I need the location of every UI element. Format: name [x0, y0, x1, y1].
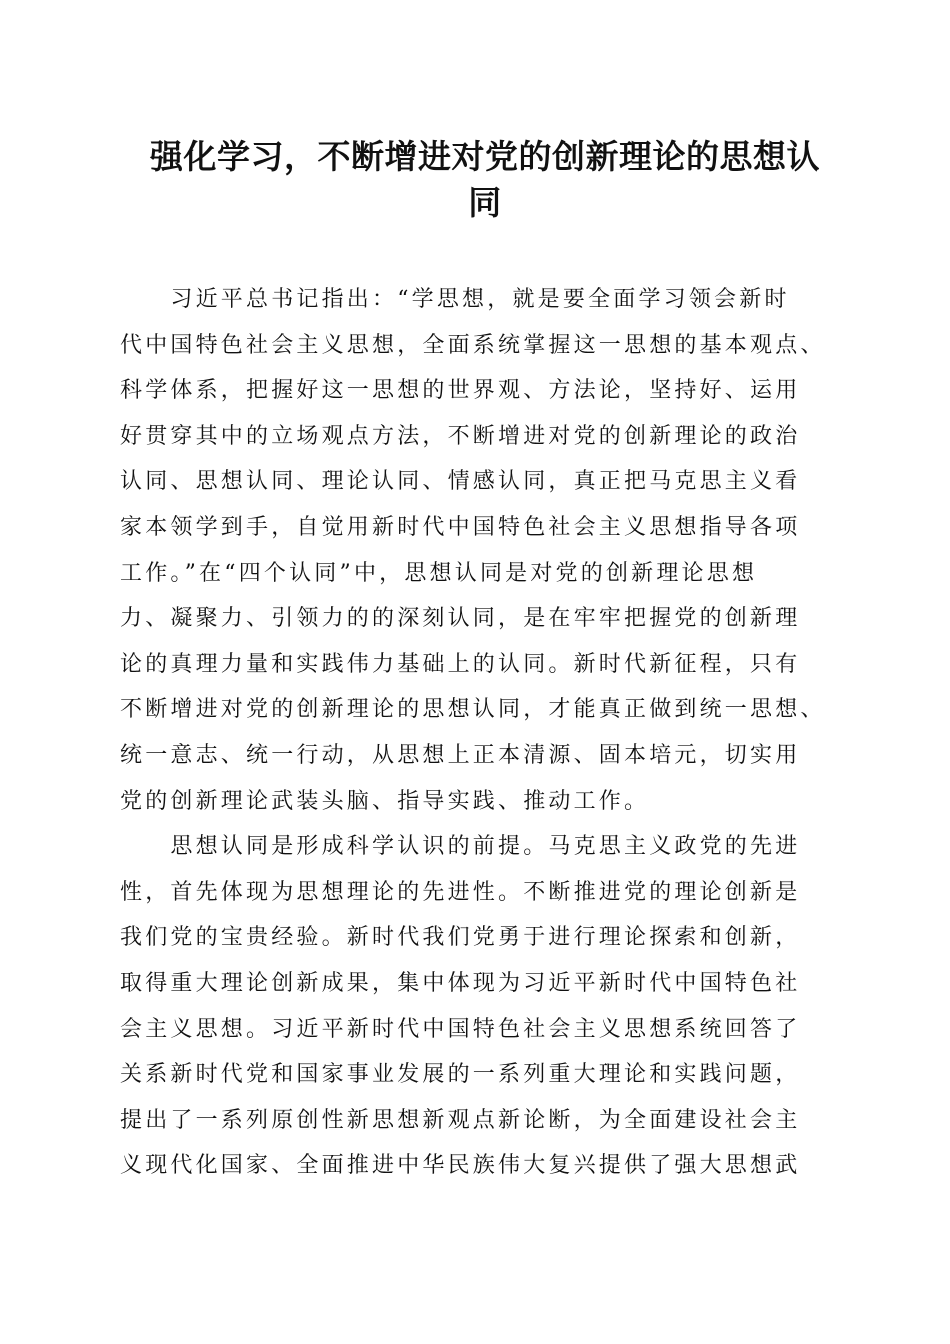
text-line: 会主义思想。习近平新时代中国特色社会主义思想系统回答了 [120, 1016, 801, 1042]
document-body [120, 277, 840, 1189]
text-line: 关系新时代党和国家事业发展的一系列重大理论和实践问题， [120, 1062, 801, 1088]
text-line: 性，首先体现为思想理论的先进性。不断推进党的理论创新是 [120, 879, 801, 905]
text-line: 义现代化国家、全面推进中华民族伟大复兴提供了强大思想武 [120, 1153, 801, 1179]
text-line: 取得重大理论创新成果，集中体现为习近平新时代中国特色社 [120, 970, 801, 996]
paragraph [120, 277, 840, 824]
text-line: 家本领学到手，自觉用新时代中国特色社会主义思想指导各项 [120, 514, 801, 540]
document-title [100, 134, 870, 226]
text-line: 习近平总书记指出：“学思想，就是要全面学习领会新时 [120, 287, 790, 312]
text-line: 提出了一系列原创性新思想新观点新论断，为全面建设社会主 [120, 1107, 801, 1133]
text-line: 不断增进对党的创新理论的思想认同，才能真正做到统一思想、 [120, 697, 826, 723]
text-line: 好贯穿其中的立场观点方法，不断增进对党的创新理论的政治 [120, 423, 801, 449]
text-line: 工作。”在“四个认同”中，思想认同是对党的创新理论思想 [120, 560, 758, 586]
text-line: 论的真理力量和实践伟力基础上的认同。新时代新征程，只有 [120, 651, 801, 677]
paragraph [120, 824, 840, 1189]
text-line: 认同、思想认同、理论认同、情感认同，真正把马克思主义看 [120, 469, 801, 495]
title-line: 强化学习，不断增进对党的创新理论的思想认 [150, 137, 820, 176]
text-line: 力、凝聚力、引领力的的深刻认同，是在牢牢把握党的创新理 [120, 606, 801, 632]
text-line: 统一意志、统一行动，从思想上正本清源、固本培元，切实用 [120, 742, 801, 768]
title-line: 同 [468, 183, 502, 222]
text-line: 我们党的宝贵经验。新时代我们党勇于进行理论探索和创新， [120, 925, 801, 951]
text-line: 思想认同是形成科学认识的前提。马克思主义政党的先进 [120, 834, 801, 860]
text-line: 代中国特色社会主义思想，全面系统掌握这一思想的基本观点、 [120, 332, 826, 358]
text-line: 党的创新理论武装头脑、指导实践、推动工作。 [120, 788, 650, 814]
text-line: 科学体系，把握好这一思想的世界观、方法论，坚持好、运用 [120, 378, 801, 404]
